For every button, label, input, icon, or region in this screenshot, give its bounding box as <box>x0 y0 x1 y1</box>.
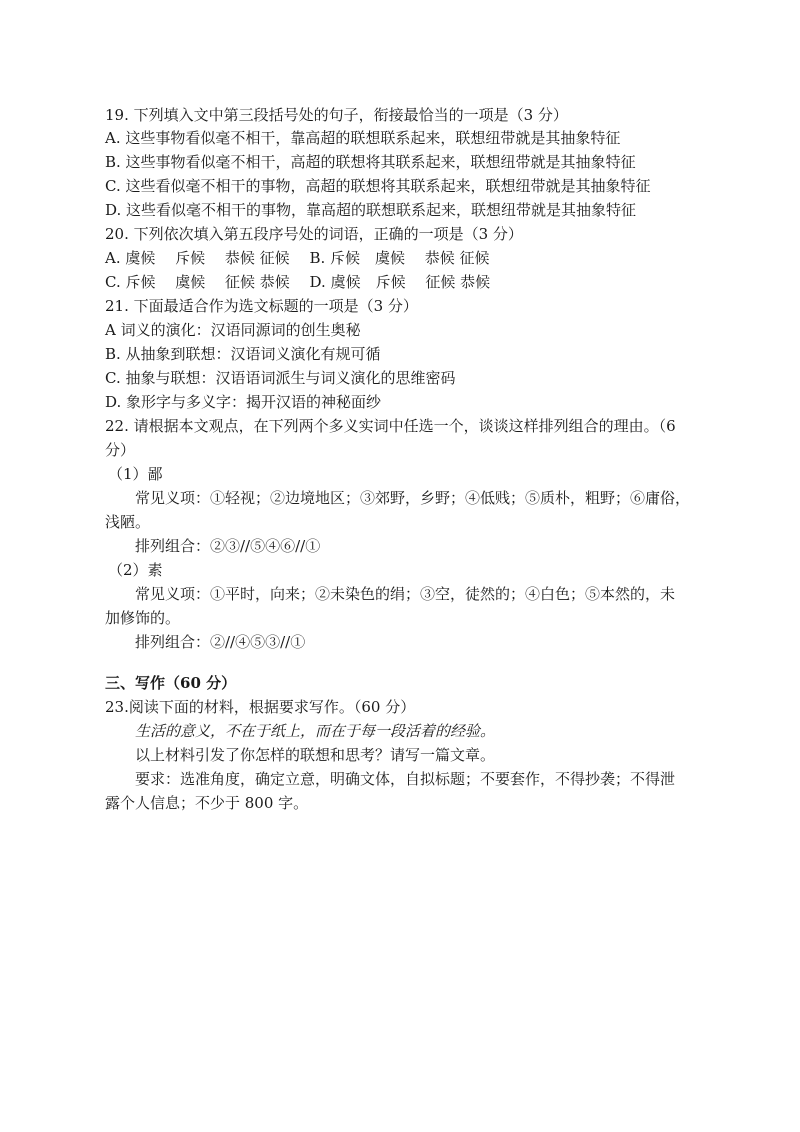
q20-stem: 20. 下列依次填入第五段序号处的词语，正确的一项是（3 分） <box>105 225 523 243</box>
q22-word1-title: （1）鄙 <box>108 465 163 483</box>
q21-option-d: D. 象形字与多义字：揭开汉语的神秘面纱 <box>105 393 382 411</box>
q21-stem: 21. 下面最适合作为选文标题的一项是（3 分） <box>105 297 418 315</box>
q23-requirements-cont: 露个人信息；不少于 800 字。 <box>105 794 309 812</box>
q23-prompt: 以上材料引发了你怎样的联想和思考？请写一篇文章。 <box>135 746 496 764</box>
q22-word2-order: 排列组合：②//④⑤③//① <box>135 633 306 651</box>
q19-option-d: D. 这些看似毫不相干的事物，靠高超的联想联系起来，联想纽带就是其抽象特征 <box>105 201 637 219</box>
q19-stem: 19. 下列填入文中第三段括号处的句子，衔接最恰当的一项是（3 分） <box>105 106 568 124</box>
q23-stem: 23.阅读下面的材料，根据要求写作。（60 分） <box>105 698 416 716</box>
q21-option-a: A 词义的演化：汉语同源词的创生奥秘 <box>105 321 361 339</box>
q22-word1-meanings-cont: 浅陋。 <box>105 513 151 531</box>
q22-stem-line1: 22. 请根据本文观点，在下列两个多义实词中任选一个，谈谈这样排列组合的理由。（6 <box>105 417 676 435</box>
q22-word2-meanings: 常见义项：①平时，向来；②未染色的绢；③空，徒然的；④白色；⑤本然的，未 <box>135 585 676 603</box>
q20-options-row1: A. 虞候 斥候 恭候 征候 B. 斥候 虞候 恭候 征候 <box>105 249 490 267</box>
q22-word1-order: 排列组合：②③//⑤④⑥//① <box>135 537 321 555</box>
q22-stem-line2: 分） <box>105 441 136 459</box>
q23-material-quote: 生活的意义，不在于纸上，而在于每一段活着的经验。 <box>135 722 496 740</box>
q23-requirements: 要求：选准角度，确定立意，明确文体，自拟标题；不要套作，不得抄袭；不得泄 <box>135 770 676 788</box>
q22-word2-meanings-cont: 加修饰的。 <box>105 609 181 627</box>
section3-heading: 三、写作（60 分） <box>105 674 237 692</box>
q21-option-b: B. 从抽象到联想：汉语词义演化有规可循 <box>105 345 381 363</box>
q22-word2-title: （2）素 <box>108 561 163 579</box>
q20-options-row2: C. 斥候 虞候 征候 恭候 D. 虞候 斥候 征候 恭候 <box>105 273 491 291</box>
q19-option-c: C. 这些看似毫不相干的事物，高超的联想将其联系起来，联想纽带就是其抽象特征 <box>105 177 651 195</box>
q21-option-c: C. 抽象与联想：汉语语词派生与词义演化的思维密码 <box>105 369 456 387</box>
q22-word1-meanings: 常见义项：①轻视；②边境地区；③郊野，乡野；④低贱；⑤质朴，粗野；⑥庸俗， <box>135 489 691 507</box>
q19-option-a: A. 这些事物看似毫不相干，靠高超的联想联系起来，联想纽带就是其抽象特征 <box>105 129 621 147</box>
q19-option-b: B. 这些事物看似毫不相干，高超的联想将其联系起来，联想纽带就是其抽象特征 <box>105 153 636 171</box>
